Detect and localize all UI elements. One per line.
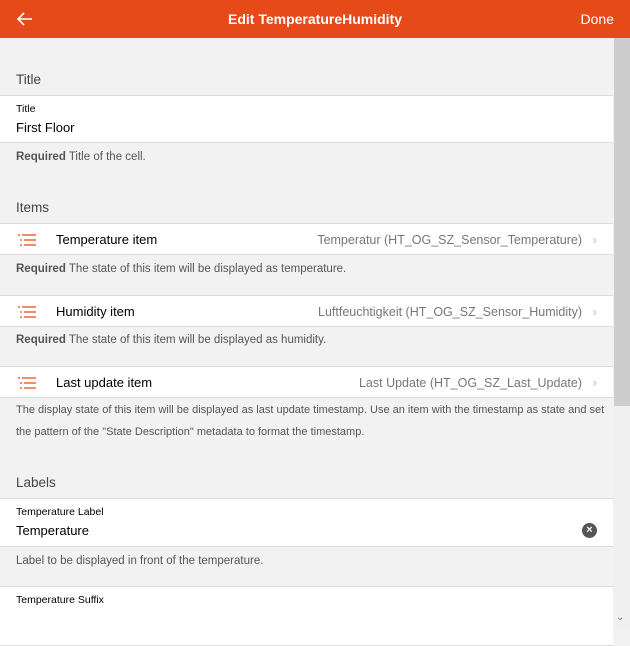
- chevron-right-icon: ›: [592, 232, 597, 247]
- scrollbar-thumb[interactable]: [614, 38, 630, 406]
- last-update-item-info: The display state of this item will be displayed as last update timestamp. Use an item with the timestamp as state and set the pattern of the "State Description" metadata to format the timestamp.: [16, 404, 605, 438]
- humidity-item-row[interactable]: Humidity item Luftfeuchtigkeit (HT_OG_SZ_Sensor_Humidity) ›: [0, 295, 613, 327]
- title-field[interactable]: [0, 95, 613, 143]
- temperature-label-input[interactable]: [16, 523, 556, 538]
- section-heading-title: Title: [16, 72, 42, 87]
- chevron-right-icon: ›: [592, 304, 597, 319]
- page-title: Edit TemperatureHumidity: [228, 11, 402, 27]
- done-button[interactable]: Done: [580, 11, 614, 27]
- app-header: [0, 0, 630, 38]
- temperature-suffix-input[interactable]: [16, 611, 556, 626]
- section-heading-labels: Labels: [16, 475, 56, 490]
- chevron-right-icon: ›: [592, 375, 597, 390]
- title-input[interactable]: [16, 120, 556, 135]
- list-icon: [18, 234, 36, 246]
- temperature-label-field[interactable]: Temperature Label Temperature ×: [0, 498, 613, 547]
- title-info: Required Title of the cell.: [16, 151, 146, 163]
- temperature-suffix-field[interactable]: Temperature Suffix: [0, 586, 613, 646]
- last-update-item-row[interactable]: Last update item Last Update (HT_OG_SZ_Last_Update) ›: [0, 366, 613, 398]
- section-heading-items: Items: [16, 200, 50, 215]
- temperature-item-info: Required The state of this item will be displayed as temperature.: [16, 263, 347, 275]
- list-icon: [18, 377, 36, 389]
- scroll-down-icon[interactable]: ⌄: [616, 612, 625, 623]
- clear-icon[interactable]: ×: [582, 523, 597, 538]
- temperature-item-row[interactable]: Temperature item Temperatur (HT_OG_SZ_Sensor_Temperature) ›: [0, 223, 613, 255]
- temperature-label-info: Label to be displayed in front of the temperature.: [16, 555, 264, 567]
- list-icon: [18, 306, 36, 318]
- humidity-item-info: Required The state of this item will be displayed as humidity.: [16, 334, 327, 346]
- title-field-label: Title: [16, 103, 36, 115]
